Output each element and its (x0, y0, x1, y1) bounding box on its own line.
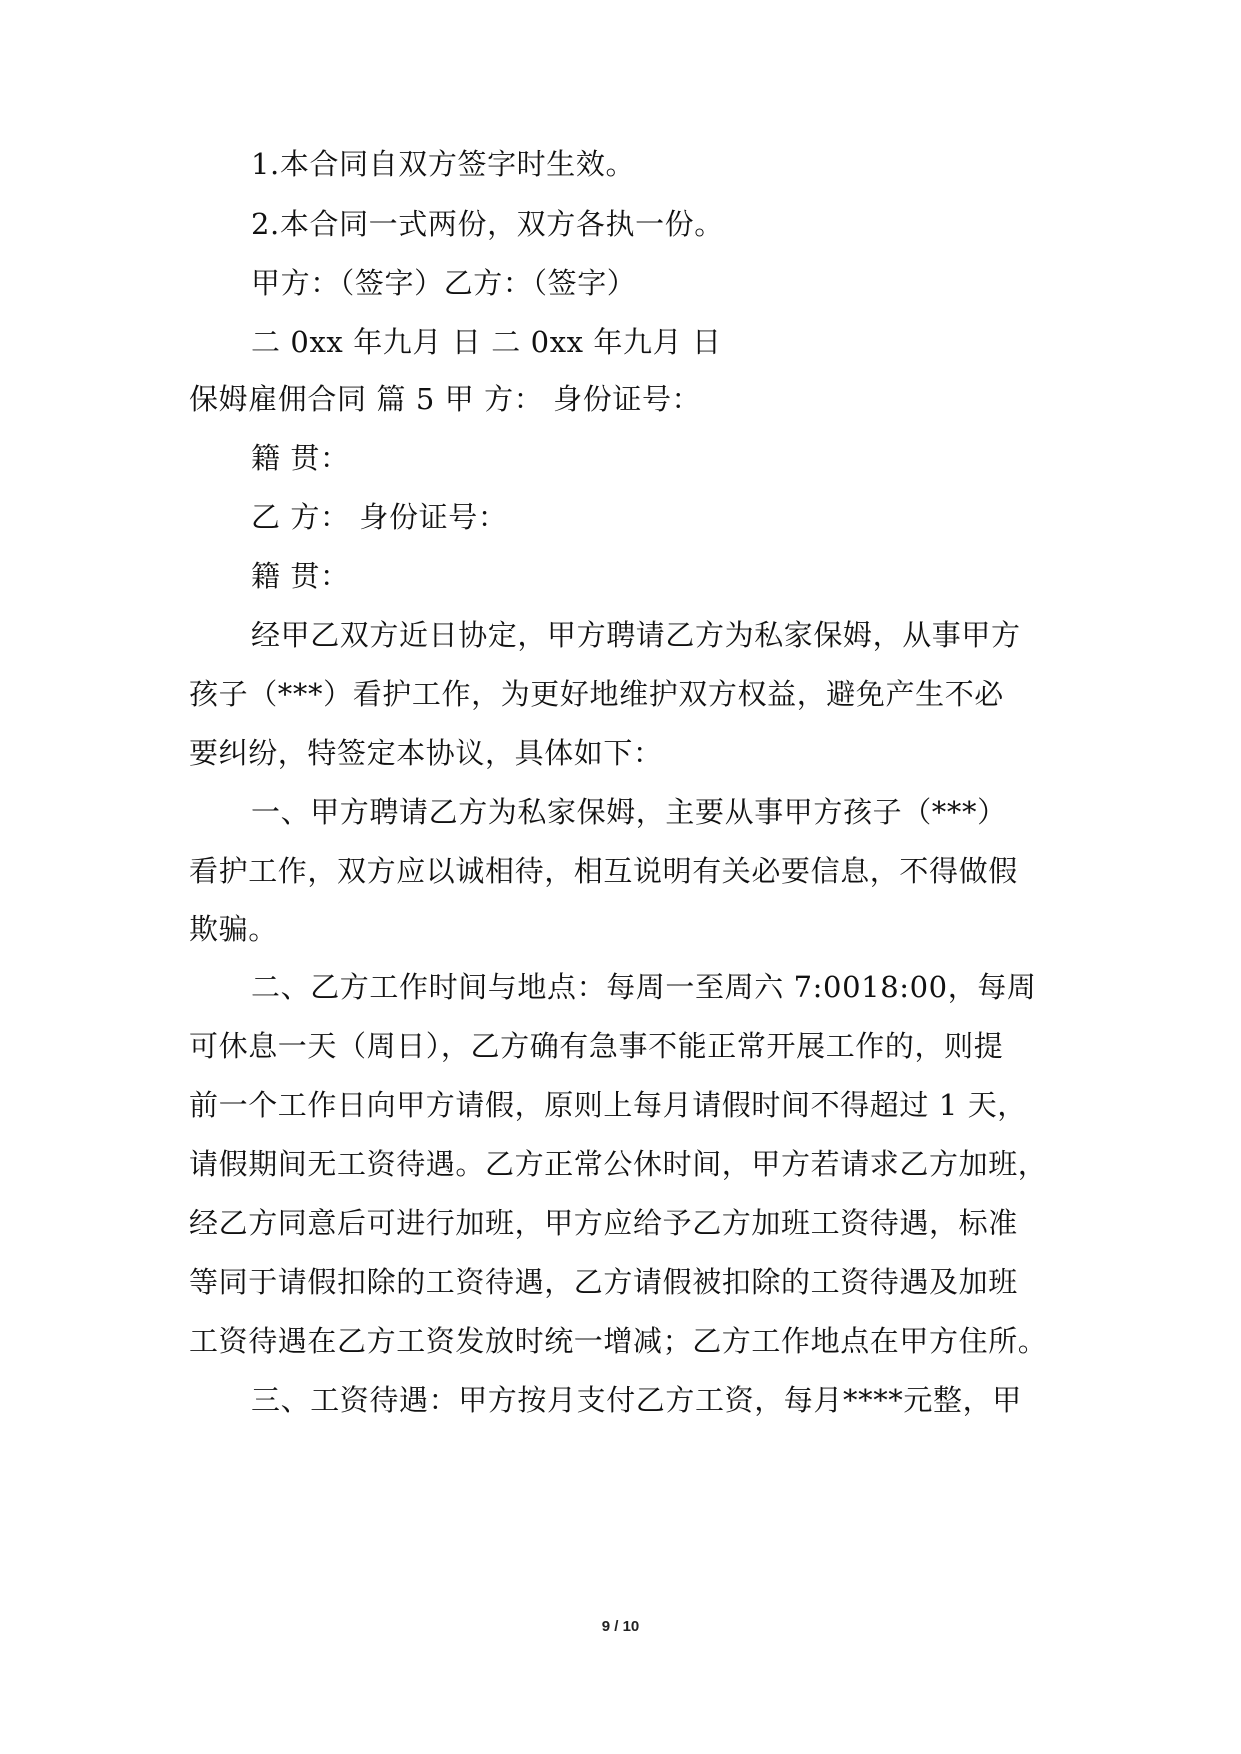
body-line: 二、乙方工作时间与地点：每周一至周六 7:0018:00，每周 (251, 970, 1037, 1004)
party-a-origin-line: 籍 贯： (251, 441, 350, 475)
body-line: 请假期间无工资待遇。乙方正常公休时间，甲方若请求乙方加班， (189, 1147, 1048, 1181)
section-heading-line: 保姆雇佣合同 篇 5 甲 方： 身份证号： (189, 382, 702, 416)
body-line: 等同于请假扣除的工资待遇，乙方请假被扣除的工资待遇及加班 (189, 1265, 1018, 1299)
body-line: 看护工作，双方应以诚相待，相互说明有关必要信息，不得做假 (189, 854, 1018, 888)
body-line: 三、工资待遇：甲方按月支付乙方工资，每月****元整，甲 (251, 1383, 1022, 1417)
body-line: 要纠纷，特签定本协议，具体如下： (189, 736, 663, 770)
party-b-origin-line: 籍 贯： (251, 559, 350, 593)
signature-line: 甲方：（签字）乙方：（签字） (251, 266, 637, 300)
date-line: 二 0xx 年九月 日 二 0xx 年九月 日 (251, 325, 722, 359)
body-line: 工资待遇在乙方工资发放时统一增减；乙方工作地点在甲方住所。 (189, 1324, 1048, 1358)
party-b-line: 乙 方： 身份证号： (251, 500, 508, 534)
body-line: 可休息一天（周日），乙方确有急事不能正常开展工作的，则提 (189, 1029, 1004, 1063)
body-line: 欺骗。 (189, 912, 278, 946)
body-line: 经乙方同意后可进行加班，甲方应给予乙方加班工资待遇，标准 (189, 1206, 1018, 1240)
clause-effective-line: 1.本合同自双方签字时生效。 (251, 147, 636, 181)
clause-copies-line: 2.本合同一式两份，双方各执一份。 (251, 207, 724, 241)
body-line: 一、甲方聘请乙方为私家保姆，主要从事甲方孩子（***） (251, 795, 1007, 829)
body-line: 前一个工作日向甲方请假，原则上每月请假时间不得超过 1 天， (189, 1088, 1027, 1122)
body-line: 经甲乙双方近日协定，甲方聘请乙方为私家保姆，从事甲方 (251, 618, 1021, 652)
page-number: 9 / 10 (601, 1618, 640, 1635)
body-line: 孩子（***）看护工作，为更好地维护双方权益，避免产生不必 (189, 677, 1004, 711)
